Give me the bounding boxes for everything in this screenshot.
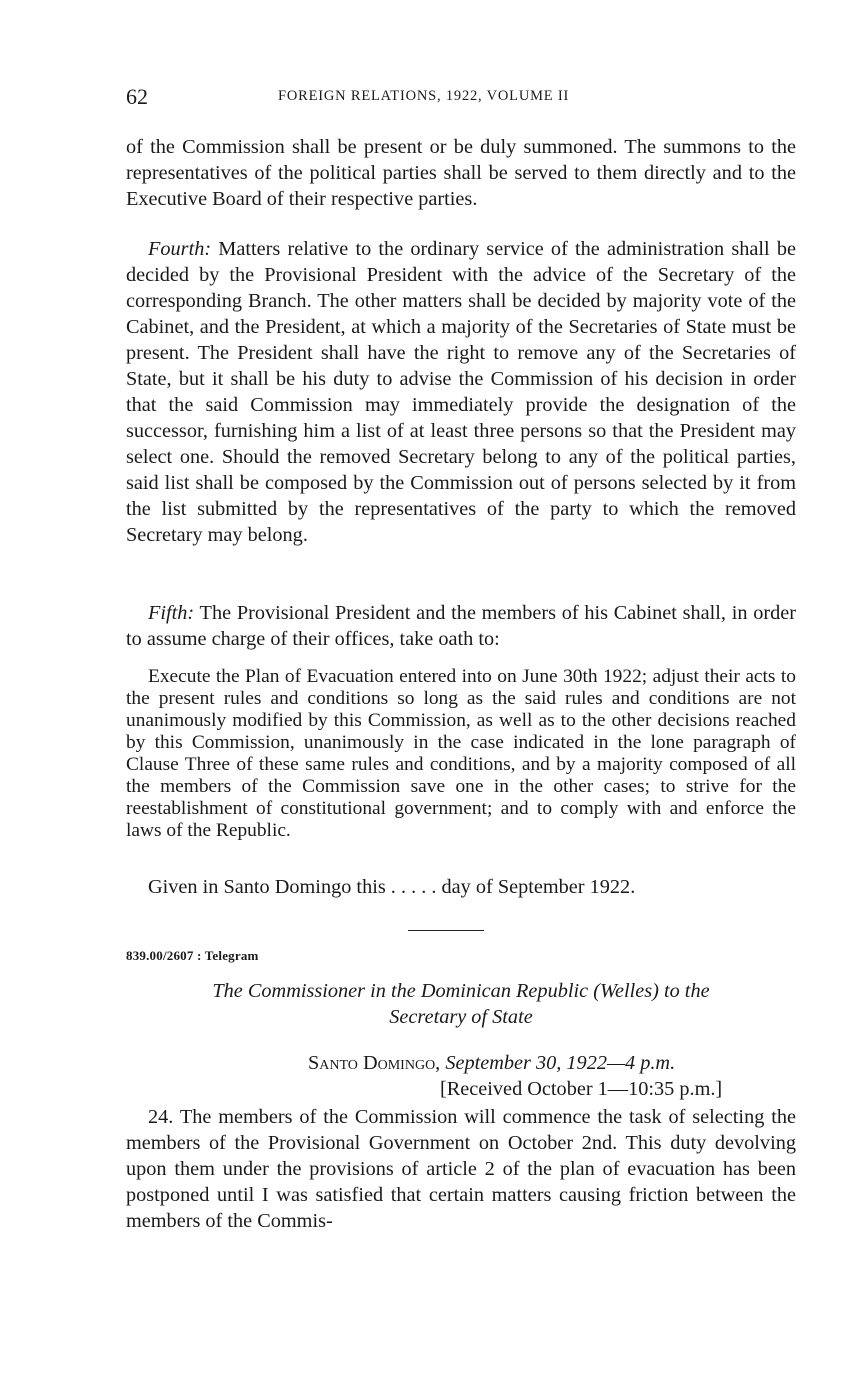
title-line: Secretary of State xyxy=(389,1006,533,1028)
paragraph-fourth xyxy=(126,236,796,548)
dateline-date: September 30, 1922—4 p.m. xyxy=(440,1052,676,1074)
page-number: 62 xyxy=(126,84,148,109)
telegram-body: 24. The members of the Commission will commence the task of selecting the members of the Provisional Government on October 2nd. This duty devolving upon them under the provisions of article 2 of the plan of evacuation has been postponed until I was satisfied that certain matters causing friction between the members of the Commis- xyxy=(126,1106,796,1232)
document-title xyxy=(126,978,796,1030)
file-number: 839.00/2607 : Telegram xyxy=(126,948,259,963)
paragraph-label: Fifth: xyxy=(148,602,195,624)
dateline xyxy=(308,1052,675,1075)
given-line: Given in Santo Domingo this . . . . . day of September 1922. xyxy=(148,876,636,898)
oath-quote: Execute the Plan of Evacuation entered into on June 30th 1922; adjust their acts to the present rules and conditions so long as the said rules and conditions are not unanimously modified by this Commission, as well as to the other decisions reached by this Commission, unanimously in the case indicated in the lone paragraph of Clause Three of these same rules and conditions, and by a majority composed of all the members of the Commission save one in the other cases; to strive for the reestablishment of constitutional government; and to comply with and enforce the laws of the Republic. xyxy=(126,666,796,841)
paragraph-body: The Provisional President and the members of his Cabinet shall, in order to assume charge of their offices, take oath to: xyxy=(126,602,796,650)
paragraph-label: Fourth: xyxy=(148,238,212,260)
paragraph-body: Matters relative to the ordinary service of the administration shall be decided by the Provisional President with the advice of the Secretary of the corresponding Branch. The other matters shall be decided by majority vote of the Cabinet, and the President, at which a majority of the Secretaries of State must be present. The President shall have the right to remove any of the Secretaries of State, but it shall be his duty to advise the Commission of his decision in order that the said Commission may immediately provide the designation of the successor, furnishing him a list of at least three persons so that the President may select one. Should the removed Secretary belong to any of the political parties, said list shall be composed by the Commission out of persons selected by it from the list submitted by the representatives of the party to which the removed Secretary may belong. xyxy=(126,238,796,546)
paragraph-fifth xyxy=(126,600,796,652)
received-line: [Received October 1—10:35 p.m.] xyxy=(440,1078,723,1100)
paragraph-continuation: of the Commission shall be present or be duly summoned. The summons to the representatives of the political parties shall be served to them directly and to the Executive Board of their respective parties. xyxy=(126,136,796,210)
title-line: The Commissioner in the Dominican Republic (Welles) to the xyxy=(212,980,710,1002)
running-head: FOREIGN RELATIONS, 1922, VOLUME II xyxy=(278,88,570,104)
dateline-place: Santo Domingo, xyxy=(308,1052,441,1074)
page-header xyxy=(126,84,796,114)
section-divider xyxy=(408,930,484,931)
